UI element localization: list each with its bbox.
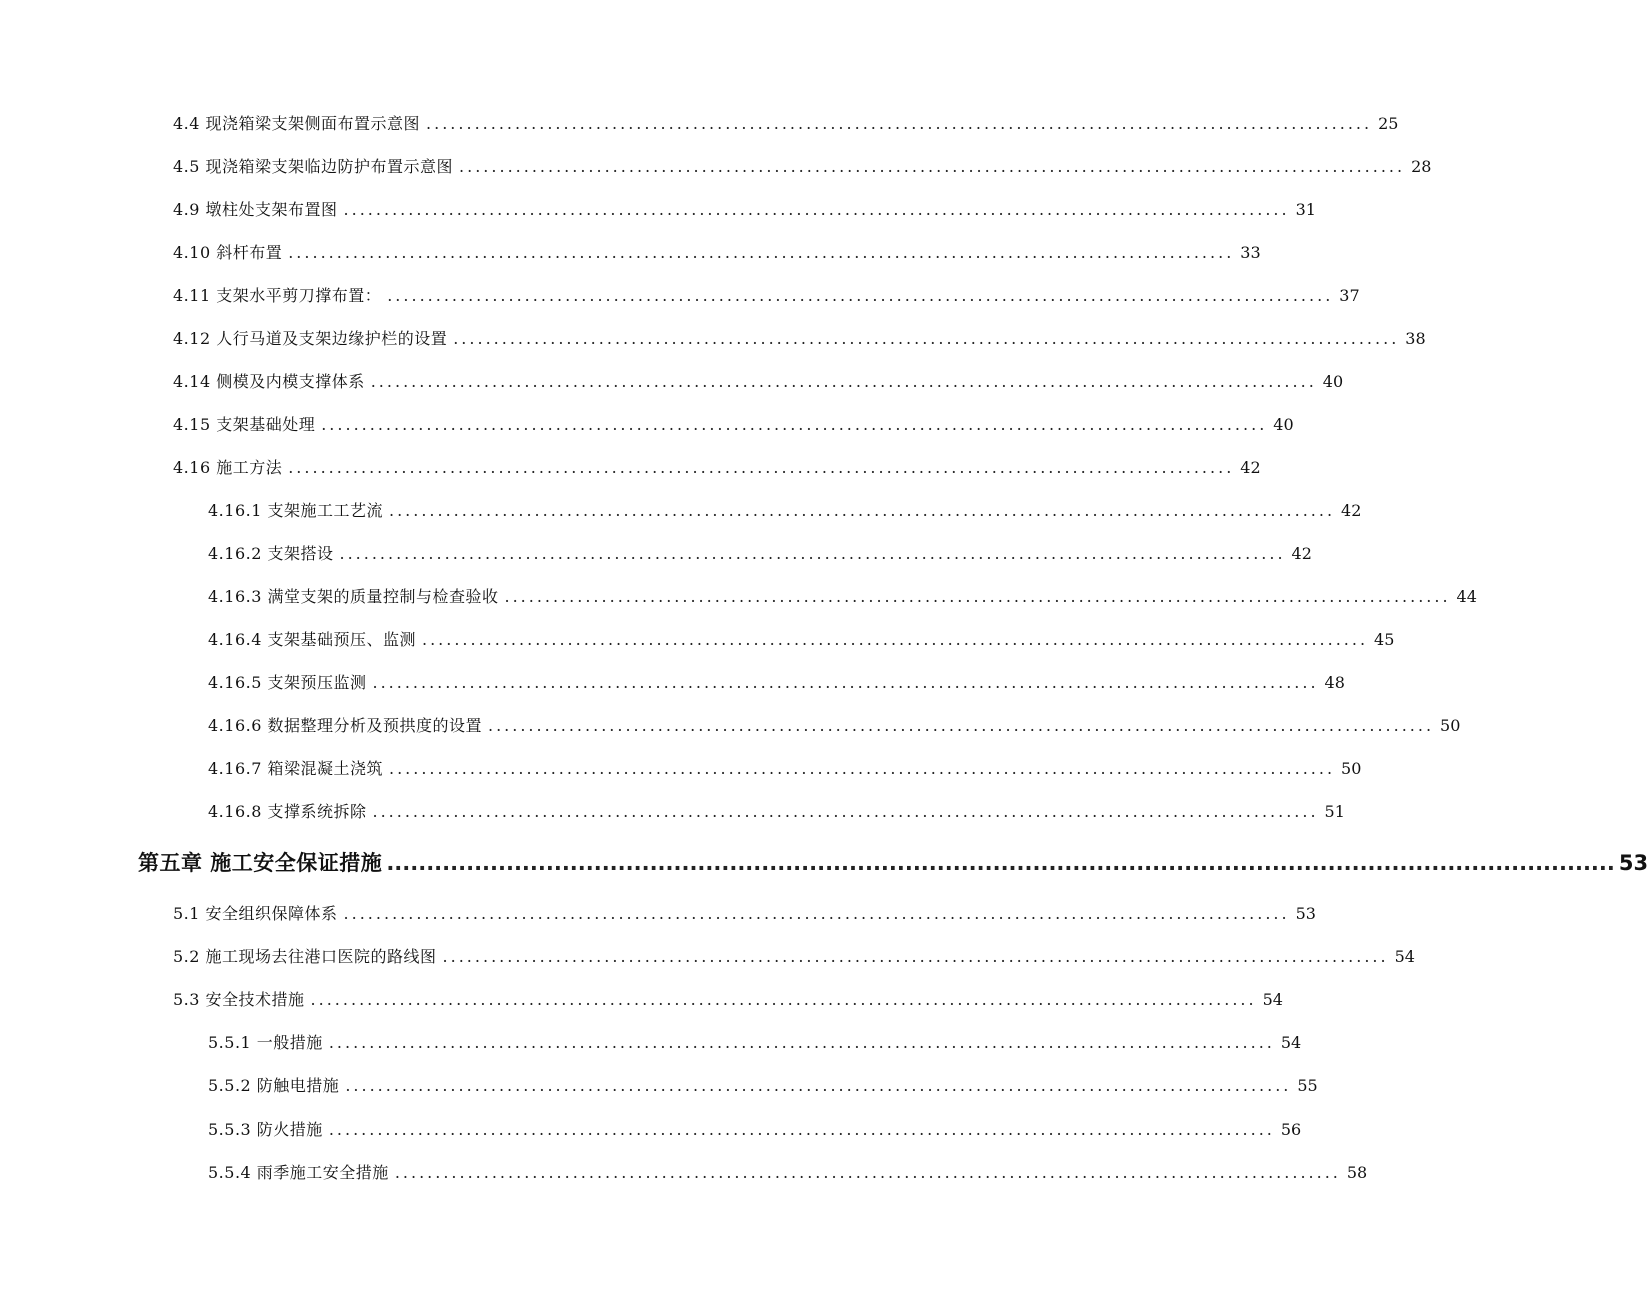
toc-entry[interactable]: [173, 155, 1432, 179]
toc-entry[interactable]: [208, 1074, 1318, 1098]
toc-entry-page: 45: [1374, 630, 1395, 649]
toc-entry[interactable]: [208, 585, 1477, 609]
toc-entry[interactable]: [208, 757, 1362, 781]
toc-entry-page: 50: [1440, 716, 1461, 735]
toc-entry-label: 4.10 斜杆布置: [173, 243, 283, 262]
toc-entry-page: 28: [1411, 157, 1432, 176]
toc-entry-page: 31: [1295, 200, 1316, 219]
toc-entry[interactable]: [208, 499, 1362, 523]
toc-entry-page: 42: [1240, 458, 1261, 477]
toc-entry-page: 53: [1295, 904, 1316, 923]
dot-leader: .....................................................................................................................: [345, 1076, 1292, 1095]
toc-entry-label: 5.1 安全组织保障体系: [173, 904, 338, 923]
dot-leader: ..........................................................................................................................................................: [386, 851, 1615, 875]
dot-leader: .....................................................................................................................: [426, 114, 1373, 133]
dot-leader: .....................................................................................................................: [442, 947, 1389, 966]
dot-leader: .....................................................................................................................: [504, 587, 1451, 606]
toc-entry-label: 4.16.2 支架搭设: [208, 544, 334, 563]
dot-leader: .....................................................................................................................: [372, 673, 1319, 692]
toc-entry[interactable]: [173, 241, 1261, 265]
dot-leader: .....................................................................................................................: [328, 1120, 1275, 1139]
toc-entry-page: 55: [1297, 1076, 1318, 1095]
toc-entry-page: 58: [1346, 1163, 1368, 1182]
toc-entry[interactable]: [173, 198, 1316, 222]
toc-entry[interactable]: [173, 413, 1294, 437]
dot-leader: .....................................................................................................................: [288, 243, 1235, 262]
toc-entry-page: 25: [1378, 114, 1399, 133]
dot-leader: .....................................................................................................................: [370, 372, 1317, 391]
toc-chapter-label: 第五章 施工安全保证措施: [138, 851, 383, 875]
toc-entry-label: 4.14 侧模及内模支撑体系: [173, 372, 365, 391]
dot-leader: .....................................................................................................................: [310, 990, 1257, 1009]
toc-entry[interactable]: [173, 112, 1399, 136]
dot-leader: .....................................................................................................................: [487, 716, 1435, 735]
toc-entry-page: 38: [1405, 329, 1426, 348]
toc-entry[interactable]: [208, 542, 1312, 566]
dot-leader: .....................................................................................................................: [453, 329, 1400, 348]
toc-entry[interactable]: [208, 1031, 1302, 1055]
dot-leader: .....................................................................................................................: [339, 544, 1286, 563]
toc-entry-label: 4.16.7 箱梁混凝土浇筑: [208, 759, 383, 778]
toc-entry[interactable]: [208, 1161, 1368, 1185]
toc-entry-label: 4.16.6 数据整理分析及预拱度的设置: [208, 716, 482, 735]
toc-entry[interactable]: [208, 671, 1345, 695]
toc-chapter-page: 53: [1618, 851, 1648, 875]
toc-entry-label: 4.12 人行马道及支架边缘护栏的设置: [173, 329, 448, 348]
dot-leader: .....................................................................................................................: [343, 200, 1290, 219]
toc-entry-label: 4.16.8 支撑系统拆除: [208, 802, 367, 821]
toc-entry-page: 42: [1291, 544, 1312, 563]
toc-entry-label: 4.16.5 支架预压监测: [208, 673, 367, 692]
toc-entry-label: 4.16 施工方法: [173, 458, 283, 477]
toc-entry-label: 5.5.1 一般措施: [208, 1033, 323, 1052]
toc-entry[interactable]: [208, 714, 1461, 738]
toc-entry-page: 54: [1262, 990, 1283, 1009]
toc-entry[interactable]: [173, 988, 1283, 1012]
toc-entry-page: 40: [1273, 415, 1294, 434]
toc-entry-label: 5.3 安全技术措施: [173, 990, 305, 1009]
dot-leader: .....................................................................................................................: [421, 630, 1369, 649]
toc-entry-label: 4.16.3 满堂支架的质量控制与检查验收: [208, 587, 499, 606]
dot-leader: .....................................................................................................................: [288, 458, 1235, 477]
toc-entry[interactable]: [173, 456, 1261, 480]
dot-leader: .....................................................................................................................: [459, 157, 1406, 176]
toc-entry-page: 48: [1324, 673, 1345, 692]
toc-entry-page: 42: [1341, 501, 1362, 520]
toc-entry-page: 40: [1322, 372, 1344, 391]
toc-entry[interactable]: [173, 945, 1415, 969]
toc-entry-page: 51: [1324, 802, 1345, 821]
toc-entry-label: 5.5.2 防触电措施: [208, 1076, 340, 1095]
toc-entry-page: 54: [1280, 1033, 1302, 1052]
dot-leader: .....................................................................................................................: [321, 415, 1268, 434]
toc-entry[interactable]: [208, 1118, 1302, 1142]
toc-chapter-entry[interactable]: [138, 848, 1648, 878]
toc-entry[interactable]: [208, 628, 1395, 652]
toc-entry-label: 4.5 现浇箱梁支架临边防护布置示意图: [173, 157, 454, 176]
toc-entry[interactable]: [173, 370, 1344, 394]
dot-leader: .....................................................................................................................: [387, 286, 1334, 305]
toc-entry-label: 5.5.4 雨季施工安全措施: [208, 1163, 389, 1182]
toc-entry-label: 5.2 施工现场去往港口医院的路线图: [173, 947, 437, 966]
toc-entry-label: 4.9 墩柱处支架布置图: [173, 200, 338, 219]
toc-entry[interactable]: [208, 800, 1345, 824]
toc-entry-page: 50: [1341, 759, 1362, 778]
toc-entry-label: 4.16.4 支架基础预压、监测: [208, 630, 416, 649]
toc-entry-page: 44: [1456, 587, 1477, 606]
dot-leader: .....................................................................................................................: [343, 904, 1290, 923]
dot-leader: .....................................................................................................................: [372, 802, 1319, 821]
toc-entry-label: 4.15 支架基础处理: [173, 415, 316, 434]
toc-entry-page: 37: [1339, 286, 1360, 305]
toc-entry[interactable]: [173, 327, 1426, 351]
toc-entry[interactable]: [173, 284, 1360, 308]
toc-entry-page: 33: [1240, 243, 1261, 262]
dot-leader: .....................................................................................................................: [394, 1163, 1341, 1182]
dot-leader: .....................................................................................................................: [388, 501, 1336, 520]
toc-entry-label: 4.16.1 支架施工工艺流: [208, 501, 383, 520]
toc-entry-page: 54: [1394, 947, 1415, 966]
dot-leader: .....................................................................................................................: [328, 1033, 1275, 1052]
toc-entry-label: 4.4 现浇箱梁支架侧面布置示意图: [173, 114, 421, 133]
toc-entry-label: 5.5.3 防火措施: [208, 1120, 323, 1139]
toc-entry-label: 4.11 支架水平剪刀撑布置：: [173, 286, 382, 305]
toc-entry-page: 56: [1280, 1120, 1302, 1139]
toc-entry[interactable]: [173, 902, 1316, 926]
dot-leader: .....................................................................................................................: [388, 759, 1336, 778]
